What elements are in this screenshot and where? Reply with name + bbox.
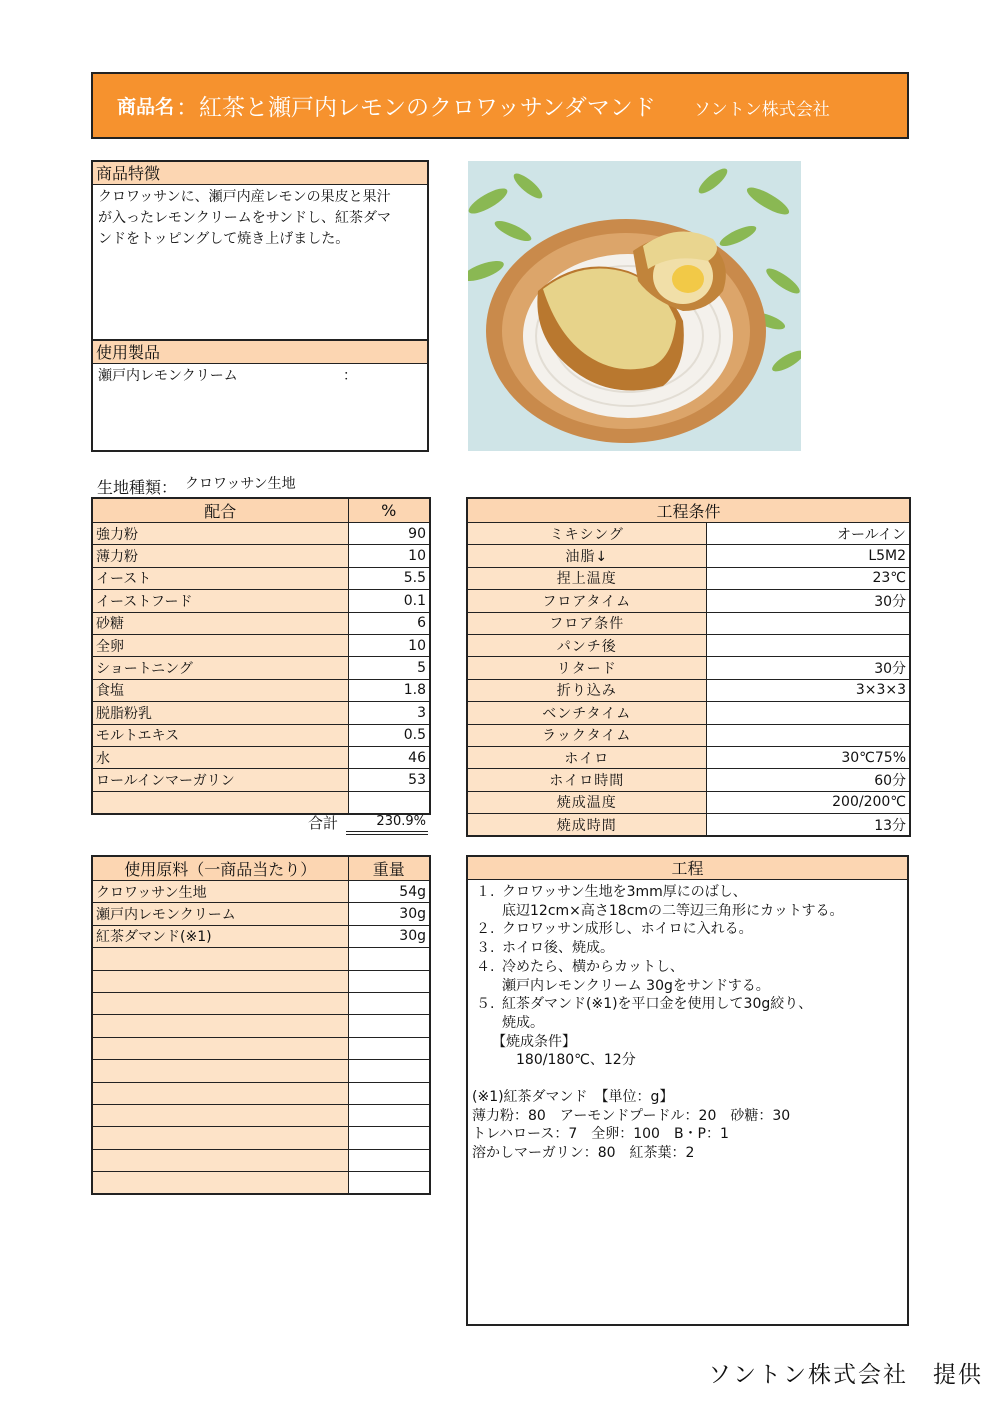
recipe-ingredient: ロールインマーガリン — [92, 769, 348, 791]
table-row — [467, 590, 910, 612]
condition-value — [706, 702, 910, 724]
step-text: クロワッサン生地を3mm厚にのばし、 — [502, 884, 747, 900]
title-bar — [91, 72, 909, 139]
condition-name: 焼成時間 — [467, 814, 706, 836]
recipe-header-name: 配合 — [92, 498, 348, 523]
dough-type-value: クロワッサン生地 — [185, 476, 296, 492]
ingredient-name-empty — [92, 1015, 348, 1037]
features-line: クロワッサンに、瀬戸内産レモンの果皮と果汁 — [98, 189, 391, 205]
dough-type — [97, 475, 296, 498]
recipe-ingredient: イースト — [92, 567, 348, 589]
features-text — [93, 185, 427, 252]
ingredient-name-empty — [92, 1104, 348, 1126]
recipe-ingredient: イーストフード — [92, 590, 348, 612]
table-row — [92, 634, 430, 656]
condition-value: 200/200℃ — [706, 791, 910, 813]
ingredient-weight-empty — [348, 948, 430, 970]
table-row — [92, 791, 430, 813]
note-title: (※1)紅茶ダマンド 【単位：g】 — [472, 1089, 674, 1106]
condition-name: ホイロ時間 — [467, 769, 706, 791]
table-row — [467, 724, 910, 746]
recipe-ingredient-empty — [92, 791, 348, 813]
condition-name: ミキシング — [467, 523, 706, 545]
table-row — [467, 612, 910, 634]
ingredient-name-empty — [92, 1172, 348, 1194]
table-row — [92, 769, 430, 791]
table-row — [92, 970, 430, 992]
company-name: ソントン株式会社 — [693, 100, 830, 120]
condition-name: ホイロ — [467, 746, 706, 768]
table-row — [92, 567, 430, 589]
process-title: 工程 — [468, 857, 907, 880]
ingredient-weight-empty — [348, 1104, 430, 1126]
process-conditions-table — [466, 497, 911, 837]
ingredient-name: 紅茶ダマンド(※1) — [92, 925, 348, 947]
ingredient-weight-empty — [348, 1015, 430, 1037]
condition-name: パンチ後 — [467, 634, 706, 656]
ingredient-name-empty — [92, 1127, 348, 1149]
condition-value — [706, 724, 910, 746]
ingredient-weight-empty — [348, 1127, 430, 1149]
recipe-percent: 10 — [348, 634, 430, 656]
table-row — [467, 746, 910, 768]
table-row — [92, 903, 430, 925]
croissant-photo-illustration — [468, 161, 801, 451]
table-row — [92, 679, 430, 701]
ingredients-header-name: 使用原料（一商品当たり） — [92, 856, 348, 881]
ingredients-table — [91, 855, 431, 1195]
step-text: 紅茶ダマンド(※1)を平口金を使用して30g絞り、 — [502, 996, 813, 1013]
table-row — [467, 657, 910, 679]
ingredient-weight: 30g — [348, 925, 430, 947]
step-text: クロワッサン成形し、ホイロに入れる。 — [502, 921, 753, 938]
ingredient-name-empty — [92, 1149, 348, 1171]
products-used-colon: ： — [343, 368, 357, 384]
ingredient-weight-empty — [348, 1172, 430, 1194]
condition-name: 油脂↓ — [467, 545, 706, 567]
table-row — [92, 1037, 430, 1059]
recipe-ingredient: 食塩 — [92, 679, 348, 701]
ingredient-name-empty — [92, 1037, 348, 1059]
bake-conditions-value: 180/180℃、12分 — [516, 1052, 636, 1069]
table-row — [92, 702, 430, 724]
condition-value: 60分 — [706, 769, 910, 791]
table-row — [467, 567, 910, 589]
recipe-percent: 10 — [348, 545, 430, 567]
note-line: 溶かしマーガリン：80 紅茶葉：2 — [472, 1145, 695, 1162]
recipe-percent: 1.8 — [348, 679, 430, 701]
table-row — [92, 523, 430, 545]
recipe-percent: 5.5 — [348, 567, 430, 589]
recipe-percent: 53 — [348, 769, 430, 791]
step-text: 底辺12cm×高さ18cmの二等辺三角形にカットする。 — [502, 902, 844, 919]
table-row — [467, 523, 910, 545]
product-photo — [468, 161, 801, 451]
table-row — [92, 724, 430, 746]
condition-name: ラックタイム — [467, 724, 706, 746]
features-line: が入ったレモンクリームをサンドし、紅茶ダマ — [98, 210, 392, 226]
products-used-item: 瀬戸内レモンクリーム — [98, 368, 238, 384]
condition-value — [706, 634, 910, 656]
table-row — [92, 1104, 430, 1126]
recipe-percent: 6 — [348, 612, 430, 634]
recipe-ingredient: 薄力粉 — [92, 545, 348, 567]
product-name-label: 商品名 — [117, 96, 175, 118]
table-header-row — [92, 856, 430, 881]
features-box — [91, 160, 429, 341]
ingredient-weight: 30g — [348, 903, 430, 925]
ingredient-name: クロワッサン生地 — [92, 881, 348, 903]
table-row — [92, 925, 430, 947]
condition-value: 30分 — [706, 657, 910, 679]
ingredient-weight: 54g — [348, 881, 430, 903]
step-number: ４. — [476, 958, 495, 975]
table-row — [92, 1172, 430, 1194]
recipe-ingredient: モルトエキス — [92, 724, 348, 746]
table-row — [92, 1060, 430, 1082]
recipe-ingredient: 全卵 — [92, 634, 348, 656]
table-header-row — [92, 498, 430, 523]
table-row — [92, 612, 430, 634]
step-number: ２. — [476, 921, 495, 938]
process-step — [472, 958, 903, 977]
condition-value: 23℃ — [706, 567, 910, 589]
step-text: 焼成。 — [502, 1014, 544, 1031]
condition-name: フロア条件 — [467, 612, 706, 634]
table-header-row — [467, 498, 910, 523]
recipe-header-percent: % — [348, 498, 430, 523]
ingredient-weight-empty — [348, 992, 430, 1014]
condition-value: 3×3×3 — [706, 679, 910, 701]
process-steps — [468, 880, 907, 1166]
dough-type-label: 生地種類： — [97, 478, 178, 497]
table-row — [467, 634, 910, 656]
step-number: １. — [476, 884, 495, 900]
note-line: トレハロース：7 全卵：100 B・P：1 — [472, 1126, 729, 1143]
recipe-percent-empty — [348, 791, 430, 813]
table-row — [92, 657, 430, 679]
table-row — [92, 746, 430, 768]
condition-value: L5M2 — [706, 545, 910, 567]
note-line: 薄力粉：80 アーモンドプードル：20 砂糖：30 — [472, 1107, 791, 1124]
condition-name: 焼成温度 — [467, 791, 706, 813]
condition-name: フロアタイム — [467, 590, 706, 612]
condition-value — [706, 612, 910, 634]
table-row — [92, 1127, 430, 1149]
ingredient-name-empty — [92, 970, 348, 992]
condition-value: 30分 — [706, 590, 910, 612]
recipe-percent: 90 — [348, 523, 430, 545]
total-label: 合計 — [308, 814, 339, 832]
recipe-percent: 0.5 — [348, 724, 430, 746]
table-row — [467, 545, 910, 567]
condition-name: リタード — [467, 657, 706, 679]
footer-credit: ソントン株式会社 提供 — [708, 1362, 983, 1388]
ingredient-name-empty — [92, 948, 348, 970]
process-step — [472, 883, 903, 902]
table-row — [92, 881, 430, 903]
table-row — [467, 702, 910, 724]
ingredient-weight-empty — [348, 1082, 430, 1104]
ingredient-name-empty — [92, 1060, 348, 1082]
step-text: ホイロ後、焼成。 — [502, 940, 614, 957]
features-title: 商品特徴 — [93, 162, 427, 185]
ingredient-weight-empty — [348, 970, 430, 992]
recipe-ingredient: 脱脂粉乳 — [92, 702, 348, 724]
table-row — [92, 992, 430, 1014]
total-underline — [346, 831, 428, 832]
bake-conditions-title: 【焼成条件】 — [492, 1033, 576, 1050]
step-text: 冷めたら、横からカットし、 — [502, 958, 684, 975]
total-value: 230.9% — [376, 814, 426, 829]
ingredient-weight-empty — [348, 1060, 430, 1082]
recipe-ingredient: 強力粉 — [92, 523, 348, 545]
process-step — [472, 920, 903, 939]
recipe-percent: 3 — [348, 702, 430, 724]
table-row — [92, 1015, 430, 1037]
table-row — [92, 590, 430, 612]
step-text: 瀬戸内レモンクリーム 30gをサンドする。 — [502, 977, 770, 994]
features-line: ンドをトッピングして焼き上げました。 — [98, 231, 350, 247]
product-name: ：紅茶と瀬戸内レモンのクロワッサンダマンド — [176, 95, 656, 121]
ingredient-weight-empty — [348, 1149, 430, 1171]
total-underline — [346, 834, 428, 835]
products-used-body — [93, 364, 427, 389]
table-row — [92, 1149, 430, 1171]
recipe-ingredient: ショートニング — [92, 657, 348, 679]
table-row — [92, 545, 430, 567]
spacer — [472, 1070, 903, 1088]
products-used-box — [91, 339, 429, 452]
condition-value: 30℃75% — [706, 746, 910, 768]
recipe-percent: 46 — [348, 746, 430, 768]
table-row — [467, 679, 910, 701]
table-row — [92, 1082, 430, 1104]
products-used-title: 使用製品 — [93, 341, 427, 364]
ingredients-header-weight: 重量 — [348, 856, 430, 881]
process-conditions-title: 工程条件 — [467, 498, 910, 523]
condition-name: ベンチタイム — [467, 702, 706, 724]
process-step — [472, 995, 903, 1014]
table-row — [467, 791, 910, 813]
recipe-ingredient: 水 — [92, 746, 348, 768]
recipe-percent: 0.1 — [348, 590, 430, 612]
condition-value: オールイン — [706, 523, 910, 545]
condition-value: 13分 — [706, 814, 910, 836]
recipe-table — [91, 497, 431, 815]
ingredient-name: 瀬戸内レモンクリーム — [92, 903, 348, 925]
step-number: ３. — [476, 940, 495, 957]
recipe-ingredient: 砂糖 — [92, 612, 348, 634]
table-row — [467, 814, 910, 836]
recipe-percent: 5 — [348, 657, 430, 679]
process-box — [466, 855, 909, 1326]
step-number: ５. — [476, 996, 495, 1013]
table-row — [92, 948, 430, 970]
ingredient-weight-empty — [348, 1037, 430, 1059]
process-step — [472, 939, 903, 958]
ingredient-name-empty — [92, 992, 348, 1014]
condition-name: 折り込み — [467, 679, 706, 701]
ingredient-name-empty — [92, 1082, 348, 1104]
table-row — [467, 769, 910, 791]
condition-name: 捏上温度 — [467, 567, 706, 589]
